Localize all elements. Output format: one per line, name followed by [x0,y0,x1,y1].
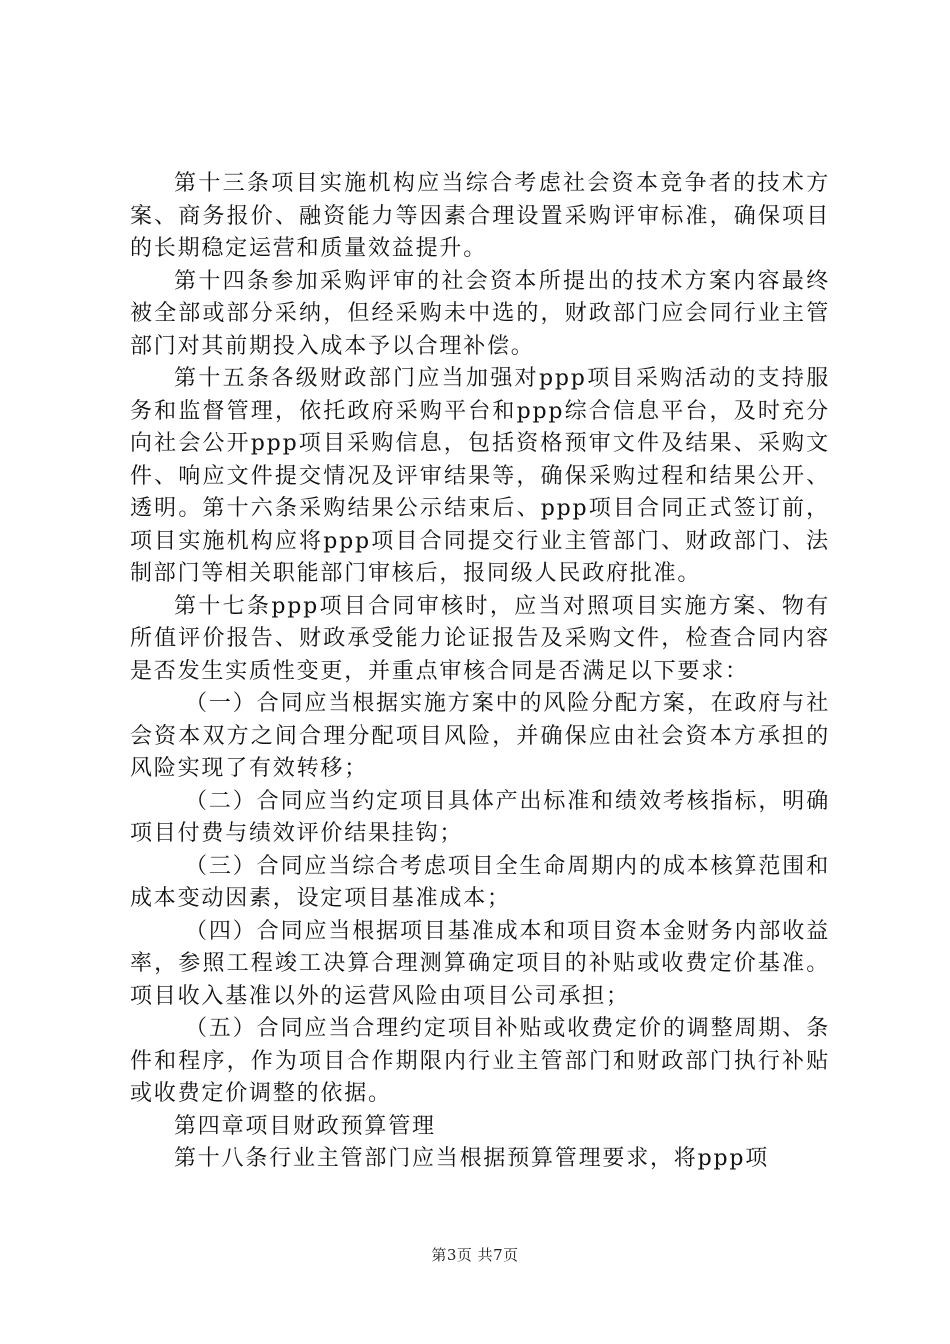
page-number-footer: 第3页 共7页 [431,1246,519,1264]
requirement-item-5: （五）合同应当合理约定项目补贴或收费定价的调整周期、条件和程序，作为项目合作期限内行业主管部门和财政部门执行补贴或收费定价调整的依据。 [130,1016,830,1106]
article-14-paragraph: 第十四条参加采购评审的社会资本所提出的技术方案内容最终被全部或部分采纳，但经采购未中选的，财政部门应会同行业主管部门对其前期投入成本予以合理补偿。 [130,268,830,359]
requirement-item-4: （四）合同应当根据项目基准成本和项目资本金财务内部收益率，参照工程竣工决算合理测算确定项目的补贴或收费定价基准。项目收入基准以外的运营风险由项目公司承担； [130,918,830,1009]
article-13-paragraph: 第十三条项目实施机构应当综合考虑社会资本竞争者的技术方案、商务报价、融资能力等因素合理设置采购评审标准，确保项目的长期稳定运营和质量效益提升。 [130,171,830,261]
requirement-item-1: （一）合同应当根据实施方案中的风险分配方案，在政府与社会资本双方之间合理分配项目风险，并确保应由社会资本方承担的风险实现了有效转移； [130,691,830,781]
article-17-paragraph: 第十七条ppp项目合同审核时，应当对照项目实施方案、物有所值评价报告、财政承受能力论证报告及采购文件，检查合同内容是否发生实质性变更，并重点审核合同是否满足以下要求： [130,593,830,684]
requirement-item-3: （三）合同应当综合考虑项目全生命周期内的成本核算范围和成本变动因素，设定项目基准成本； [130,853,830,911]
chapter-heading: 第四章项目财政预算管理 [174,1113,436,1139]
article-18-paragraph: 第十八条行业主管部门应当根据预算管理要求，将ppp项 [174,1146,770,1171]
requirement-item-2: （二）合同应当约定项目具体产出标准和绩效考核指标，明确项目付费与绩效评价结果挂钩； [130,788,830,846]
document-body [130,168,830,1176]
article-15-16-paragraph: 第十五条各级财政部门应当加强对ppp项目采购活动的支持服务和监督管理，依托政府采购平台和ppp综合信息平台，及时充分向社会公开ppp项目采购信息，包括资格预审文件及结果、采购文件、响应文件提交情况及评审结果等，确保采购过程和结果公开、透明。第十六条采购结果公示结束后、ppp项目合同正式签订前，项目实施机构应将ppp项目合同提交行业主管部门、财政部门、法制部门等相关职能部门审核后，报同级人民政府批准。 [130,366,830,586]
